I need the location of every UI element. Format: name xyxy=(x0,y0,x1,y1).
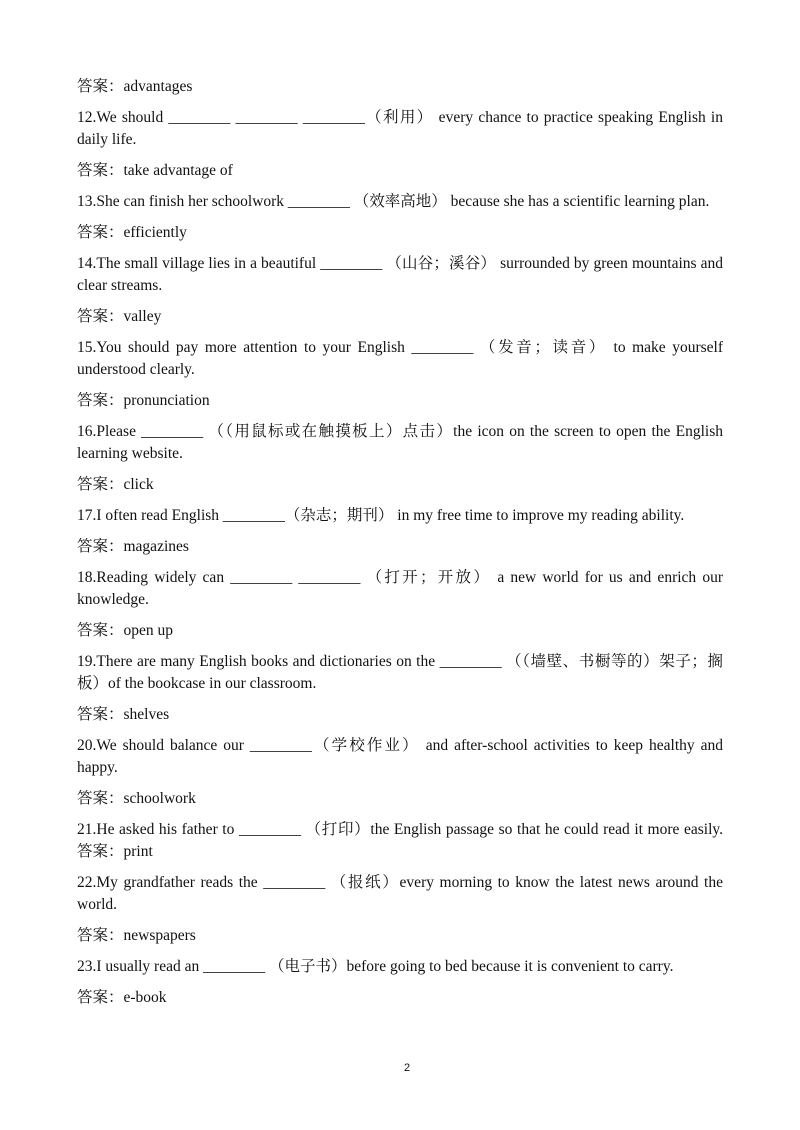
answer-line: 答案：take advantage of xyxy=(77,162,233,179)
answer-line: 答案：click xyxy=(77,476,154,493)
answer-line: 答案：advantages xyxy=(77,78,193,95)
answer-line: 答案：efficiently xyxy=(77,224,187,241)
document-page xyxy=(77,76,723,1018)
answer-line: 答案：newspapers xyxy=(77,927,196,944)
question-18: 18.Reading widely can ________ ________ （打开；开放） a new world for us and enrich our knowledge. xyxy=(77,569,723,608)
page-number xyxy=(0,1062,800,1074)
answer-line: 答案：open up xyxy=(77,622,174,639)
answer-line: 答案：schoolwork xyxy=(77,790,196,807)
answer-line: 答案：e-book xyxy=(77,989,167,1006)
question-12: 12.We should ________ ________ ________（利用） every chance to practice speaking English in daily life. xyxy=(77,109,723,148)
question-16: 16.Please ________ （（用鼠标或在触摸板上）点击）the icon on the screen to open the English learning website. xyxy=(77,423,723,462)
question-21: 21.He asked his father to ________ （打印）the English passage so that he could read it more easily. 答案：print xyxy=(77,821,723,860)
question-15: 15.You should pay more attention to your English ________ （发音；读音） to make yourself understood clearly. xyxy=(77,339,723,378)
answer-line: 答案：shelves xyxy=(77,706,170,723)
question-20: 20.We should balance our ________（学校作业） and after-school activities to keep healthy and happy. xyxy=(77,737,723,776)
question-22: 22.My grandfather reads the ________ （报纸）every morning to know the latest news around the world. xyxy=(77,874,723,913)
answer-line: 答案：valley xyxy=(77,308,162,325)
answer-line: 答案：magazines xyxy=(77,538,189,555)
question-17: 17.I often read English ________（杂志；期刊） in my free time to improve my reading ability. xyxy=(77,507,685,524)
question-23: 23.I usually read an ________ （电子书）before going to bed because it is convenient to carry. xyxy=(77,958,674,975)
answer-line: 答案：pronunciation xyxy=(77,392,210,409)
question-19: 19.There are many English books and dictionaries on the ________ （（墙壁、书橱等的）架子；搁板）of the bookcase in our classroom. xyxy=(77,653,723,692)
page-number-text: 2 xyxy=(403,1062,411,1074)
question-13: 13.She can finish her schoolwork ________ （效率高地） because she has a scientific learning plan. xyxy=(77,193,710,210)
question-14: 14.The small village lies in a beautiful ________ （山谷；溪谷） surrounded by green mountains and clear streams. xyxy=(77,255,723,294)
